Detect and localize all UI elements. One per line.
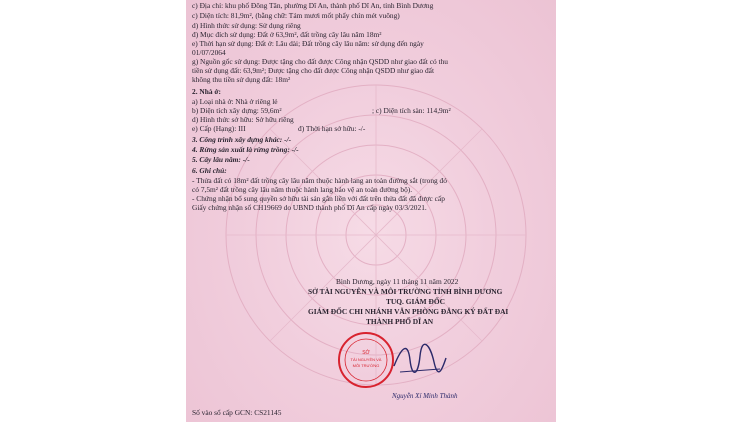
use-form-line: d) Hình thức sử dụng: Sử dụng riêng <box>192 21 301 30</box>
house-type: a) Loại nhà ở: Nhà ở riêng lẻ <box>192 97 278 106</box>
note-line-4: Giấy chứng nhận số CH19669 do UBND thành phố Dĩ An cấp ngày 03/3/2021. <box>192 203 427 212</box>
house-build-area: b) Diện tích xây dựng: 59,6m² <box>192 106 282 115</box>
house-ownership-term: đ) Thời hạn sở hữu: -/- <box>298 124 366 133</box>
register-number: Số vào sổ cấp GCN: CS21145 <box>192 408 282 417</box>
handwritten-signature <box>390 336 450 384</box>
note-line-1: - Thửa đất có 18m² đất trồng cây lâu năm thuộc hành lang an toàn đường sắt (trong đó <box>192 176 447 185</box>
house-floor-area: ; c) Diện tích sàn: 114,9m² <box>372 106 451 115</box>
note-line-2: có 7,5m² đất trồng cây lâu năm thuộc hành lang bảo vệ an toàn đường bộ). <box>192 185 413 194</box>
stamp-text-1: SỞ <box>362 350 370 356</box>
planted-forest: 4. Rừng sản xuất là rừng trồng: -/- <box>192 145 299 154</box>
origin-line-3: không thu tiền sử dụng đất: 18m² <box>192 75 291 84</box>
issue-date: Bình Dương, ngày 11 tháng 11 năm 2022 <box>336 277 459 286</box>
note-line-3: - Chứng nhận bổ sung quyền sở hữu tài sản gắn liền với đất trên thửa đất đã được cấp <box>192 194 445 203</box>
authority-tuq: TUQ. GIÁM ĐỐC <box>386 297 445 306</box>
house-grade: e) Cấp (Hạng): III <box>192 124 246 133</box>
other-construction: 3. Công trình xây dựng khác: -/- <box>192 135 292 144</box>
address-line: c) Địa chỉ: khu phố Đông Tân, phường Dĩ An, thành phố Dĩ An, tỉnh Bình Dương <box>192 1 434 10</box>
authority-title: GIÁM ĐỐC CHI NHÁNH VĂN PHÒNG ĐĂNG KÝ ĐẤT ĐAI <box>308 307 509 316</box>
perennial-trees: 5. Cây lâu năm: -/- <box>192 155 250 164</box>
stamp-text-2: TÀI NGUYÊN VÀ <box>350 357 382 362</box>
use-term-line: e) Thời hạn sử dụng: Đất ở: Lâu dài; Đất trồng cây lâu năm: sử dụng đến ngày <box>192 39 424 48</box>
certificate-page <box>186 0 556 422</box>
use-term-date: 01/07/2064 <box>192 48 226 57</box>
use-purpose-line: đ) Mục đích sử dụng: Đất ở 63,9m², đất trồng cây lâu năm 18m² <box>192 30 382 39</box>
stamp-text-3: MÔI TRƯỜNG <box>352 363 380 368</box>
notes-heading: 6. Ghi chú: <box>192 166 227 175</box>
authority-name: SỞ TÀI NGUYÊN VÀ MÔI TRƯỜNG TỈNH BÌNH DƯƠNG <box>308 287 503 296</box>
house-heading: 2. Nhà ở: <box>192 87 221 96</box>
house-ownership: d) Hình thức sở hữu: Sở hữu riêng <box>192 115 294 124</box>
authority-branch: THÀNH PHỐ DĨ AN <box>366 317 434 326</box>
official-seal-stamp <box>336 330 396 390</box>
origin-line-1: g) Nguồn gốc sử dụng: Được tặng cho đất được Công nhận QSDD như giao đất có thu <box>192 57 448 66</box>
area-line: c) Diện tích: 81,9m², (bằng chữ: Tám mươi mốt phẩy chín mét vuông) <box>192 11 400 20</box>
signer-name: Nguyễn Xí Minh Thành <box>392 392 458 400</box>
origin-line-2: tiền sử dụng đất: 63,9m²; Được tặng cho đất được Công nhận QSDD như giao đất <box>192 66 434 75</box>
